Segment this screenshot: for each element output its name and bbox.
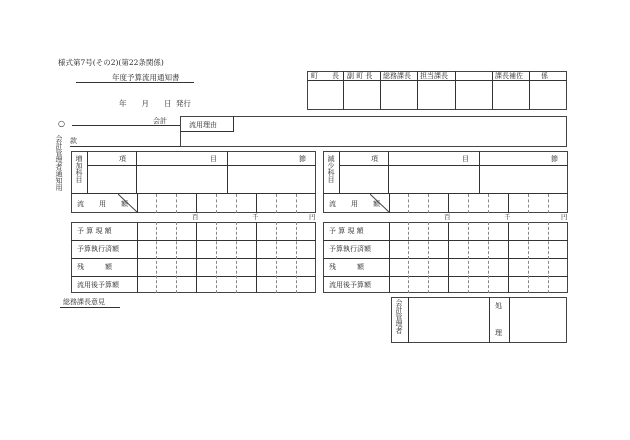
increase-unit-en: 円 [309, 213, 316, 221]
approval-col-mayor: 町 長 [311, 72, 339, 80]
reason-label: 流用理由 [189, 121, 217, 129]
increase-col-setsu: 節 [299, 155, 306, 163]
increase-unit-sen: 千 [252, 213, 259, 221]
increase-amount-slash [118, 194, 138, 213]
reason-box [180, 116, 567, 147]
approval-col-section-chief: 担当課長 [420, 72, 448, 80]
circle-mark: ○ [58, 119, 65, 128]
accounting-manager-notice-label: 会計管理者通知用 [55, 135, 63, 191]
decrease-row-budget-current: 予 算 現 額 [329, 227, 364, 235]
decrease-row-after-transfer: 流用後予算額 [329, 281, 371, 289]
approval-col-deputy-mayor: 副 町 長 [347, 72, 373, 80]
decrease-col-moku: 目 [462, 155, 469, 163]
increase-col-moku: 目 [210, 155, 217, 163]
decrease-amount-label: 流 用 額 [329, 200, 384, 208]
decrease-row-budget-executed: 予算執行済額 [329, 245, 371, 253]
decrease-col-setsu: 節 [551, 155, 558, 163]
increase-row-budget-current: 予 算 現 額 [77, 227, 112, 235]
decrease-col-kou: 項 [371, 155, 378, 163]
increase-row-remaining: 残 額 [77, 263, 112, 271]
increase-unit-hyaku: 百 [192, 213, 199, 221]
ri-label: 理 [495, 329, 502, 337]
increase-amount-label: 流 用 額 [77, 200, 132, 208]
decrease-row-remaining: 残 額 [329, 263, 364, 271]
decrease-unit-en: 円 [561, 213, 568, 221]
accounting-manager-label: 会計管理者 [395, 299, 403, 334]
document-title: 年度予算流用通知書 [112, 73, 180, 82]
increase-side-label: 増加科目 [75, 155, 83, 183]
issue-date-label: 年 月 日 発行 [119, 99, 191, 108]
approval-col-general-affairs-chief: 総務課長 [383, 72, 411, 80]
general-affairs-opinion-label: 総務課長意見 [63, 298, 105, 306]
increase-row-budget-executed: 予算執行済額 [77, 245, 119, 253]
sho-label: 処 [495, 302, 502, 310]
processing-box [391, 297, 567, 343]
approval-col-assistant-chief: 課長補佐 [495, 72, 523, 80]
increase-row-after-transfer: 流用後予算額 [77, 281, 119, 289]
kan-label: 款 [70, 137, 77, 145]
decrease-amount-slash [370, 194, 390, 213]
title-underline [76, 82, 194, 83]
decrease-unit-sen: 千 [504, 213, 511, 221]
decrease-unit-hyaku: 百 [444, 213, 451, 221]
kaikei-label: 会計 [153, 117, 167, 125]
approval-col-staff: 係 [541, 72, 548, 80]
form-number: 様式第7号(その2)(第22条関係) [58, 58, 164, 67]
increase-col-kou: 項 [119, 155, 126, 163]
decrease-side-label: 減少科目 [327, 155, 335, 183]
